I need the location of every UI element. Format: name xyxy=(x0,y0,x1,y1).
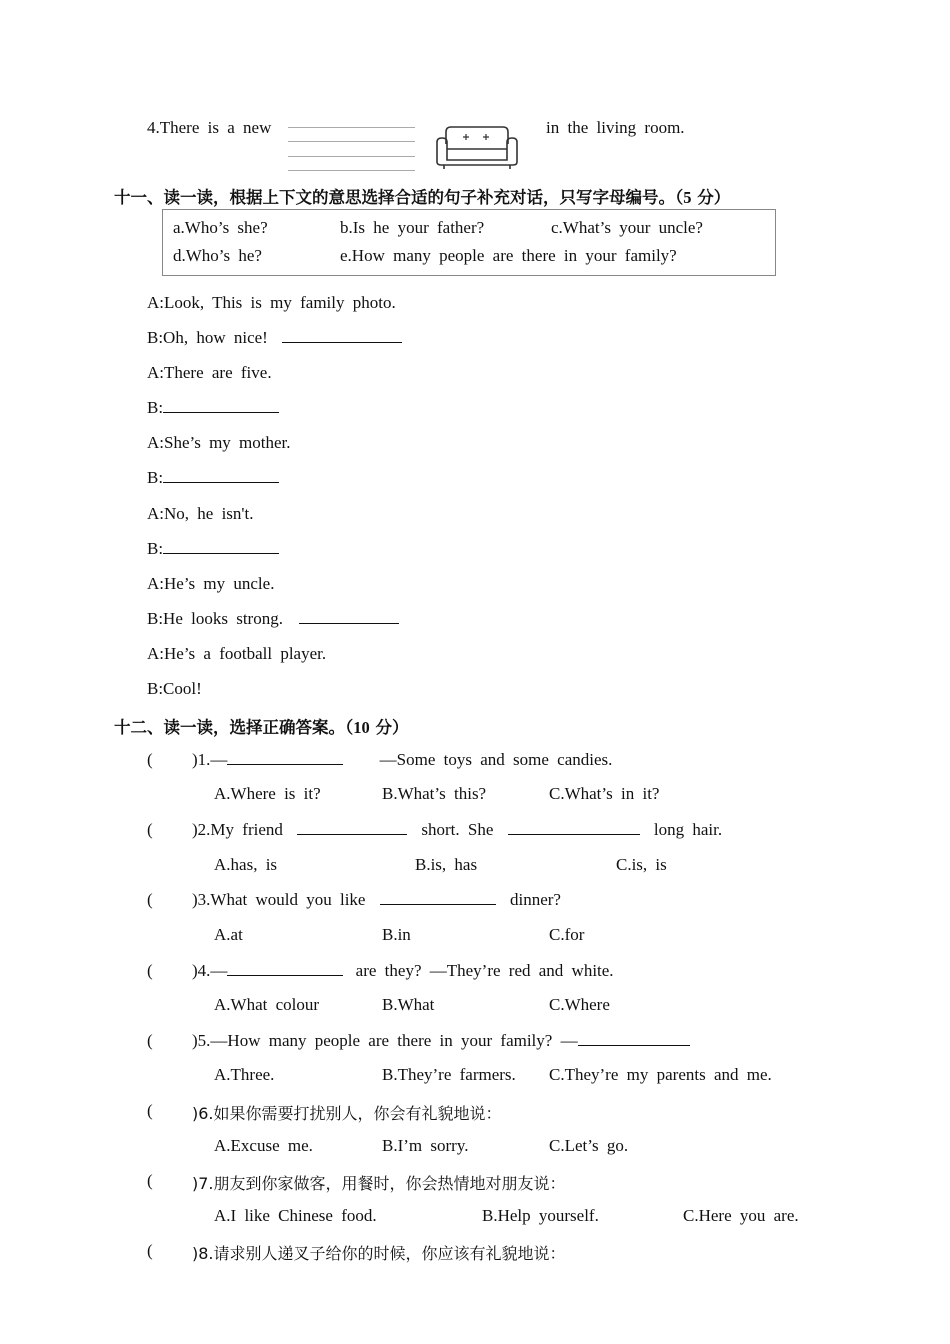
option-a: a.Who’s she? xyxy=(173,218,268,237)
question-3 xyxy=(192,890,561,910)
answer-paren[interactable]: ( xyxy=(147,820,153,839)
option-3c[interactable]: C.for xyxy=(549,925,585,944)
question-1 xyxy=(192,750,612,770)
options-box xyxy=(162,209,776,276)
dialogue-line-3: A:There are five. xyxy=(147,363,272,382)
question-text: )5.—How many people are there in your family? — xyxy=(192,1031,578,1050)
option-4a[interactable]: A.What colour xyxy=(214,995,320,1014)
dialogue-line-11: A:He’s a football player. xyxy=(147,644,327,663)
answer-paren[interactable]: ( xyxy=(147,890,153,909)
writing-line xyxy=(288,127,415,128)
option-1a[interactable]: A.Where is it? xyxy=(214,784,321,803)
writing-line xyxy=(288,156,415,157)
dialogue-line-9: A:He’s my uncle. xyxy=(147,574,275,593)
question-text: )1.— xyxy=(192,750,228,769)
q4-text-post: in the living room. xyxy=(546,118,685,137)
option-5a[interactable]: A.Three. xyxy=(214,1065,275,1084)
question-4 xyxy=(192,961,614,981)
dialogue-text: B: xyxy=(147,539,164,558)
option-c: c.What’s your uncle? xyxy=(551,218,703,237)
option-6a[interactable]: A.Excuse me. xyxy=(214,1136,313,1155)
option-3a[interactable]: A.at xyxy=(214,925,243,944)
answer-blank[interactable] xyxy=(227,750,343,765)
dialogue-text: B:Oh, how nice! xyxy=(147,328,268,347)
writing-line xyxy=(288,141,415,142)
answer-paren[interactable]: ( xyxy=(147,750,153,769)
option-2c[interactable]: C.is, is xyxy=(616,855,667,874)
dialogue-line-5: A:She’s my mother. xyxy=(147,433,291,452)
answer-blank[interactable] xyxy=(163,468,279,483)
question-text: short. She xyxy=(421,820,494,839)
question-text: )2.My friend xyxy=(192,820,283,839)
section-12-points: 10 xyxy=(353,718,370,737)
answer-paren[interactable]: ( xyxy=(147,961,153,980)
section-11-title xyxy=(114,184,730,208)
section-12-title-close: 分） xyxy=(369,718,409,737)
dialogue-text: B: xyxy=(147,398,164,417)
option-4b[interactable]: B.What xyxy=(382,995,435,1014)
answer-blank[interactable] xyxy=(380,890,496,905)
answer-blank[interactable] xyxy=(299,609,399,624)
dialogue-line-2 xyxy=(147,328,402,348)
answer-paren[interactable]: ( xyxy=(147,1171,153,1190)
section-11-points: 5 xyxy=(683,188,692,207)
option-7b[interactable]: B.Help yourself. xyxy=(482,1206,599,1225)
answer-blank[interactable] xyxy=(163,539,279,554)
question-text: dinner? xyxy=(509,890,561,909)
option-e: e.How many people are there in your family? xyxy=(340,246,677,265)
option-7a[interactable]: A.I like Chinese food. xyxy=(214,1206,377,1225)
dialogue-line-6 xyxy=(147,468,279,488)
option-7c[interactable]: C.Here you are. xyxy=(683,1206,799,1225)
dialogue-line-10 xyxy=(147,609,399,629)
question-6: )6.如果你需要打扰别人，你会有礼貌地说： xyxy=(192,1104,502,1123)
answer-blank[interactable] xyxy=(227,961,343,976)
question-text: )3.What would you like xyxy=(192,890,366,909)
dialogue-line-1: A:Look, This is my family photo. xyxy=(147,293,396,312)
question-7: )7.朋友到你家做客，用餐时，你会热情地对朋友说： xyxy=(192,1174,566,1193)
writing-line xyxy=(288,170,415,171)
answer-blank[interactable] xyxy=(282,328,402,343)
option-1b[interactable]: B.What’s this? xyxy=(382,784,487,803)
option-6c[interactable]: C.Let’s go. xyxy=(549,1136,629,1155)
section-12-title xyxy=(114,714,409,738)
option-d: d.Who’s he? xyxy=(173,246,262,265)
question-text: long hair. xyxy=(653,820,723,839)
section-11-title-close: 分） xyxy=(691,188,731,207)
section-12-title-text: 十二、读一读，选择正确答案。（ xyxy=(114,718,354,737)
sofa-icon xyxy=(434,124,520,170)
option-3b[interactable]: B.in xyxy=(382,925,411,944)
option-6b[interactable]: B.I’m sorry. xyxy=(382,1136,469,1155)
dialogue-line-4 xyxy=(147,398,279,418)
q4-text-pre: 4.There is a new xyxy=(147,118,272,137)
option-5c[interactable]: C.They’re my parents and me. xyxy=(549,1065,772,1084)
answer-blank[interactable] xyxy=(297,820,407,835)
option-1c[interactable]: C.What’s in it? xyxy=(549,784,660,803)
question-text: are they? —They’re red and white. xyxy=(355,961,614,980)
question-text: —Some toys and some candies. xyxy=(379,750,613,769)
option-b: b.Is he your father? xyxy=(340,218,485,237)
answer-paren[interactable]: ( xyxy=(147,1031,153,1050)
question-text: )4.— xyxy=(192,961,228,980)
dialogue-line-12: B:Cool! xyxy=(147,679,202,698)
question-2 xyxy=(192,820,722,840)
dialogue-text: B:He looks strong. xyxy=(147,609,283,628)
option-4c[interactable]: C.Where xyxy=(549,995,610,1014)
question-5 xyxy=(192,1031,690,1051)
answer-paren[interactable]: ( xyxy=(147,1241,153,1260)
answer-blank[interactable] xyxy=(578,1031,690,1046)
question-8: )8.请求别人递叉子给你的时候，你应该有礼貌地说： xyxy=(192,1244,566,1263)
dialogue-line-7: A:No, he isn't. xyxy=(147,504,254,523)
section-11-title-text: 十一、读一读，根据上下文的意思选择合适的句子补充对话，只写字母编号。（ xyxy=(114,188,684,207)
dialogue-text: B: xyxy=(147,468,164,487)
answer-paren[interactable]: ( xyxy=(147,1101,153,1120)
answer-blank[interactable] xyxy=(163,398,279,413)
dialogue-line-8 xyxy=(147,539,279,559)
answer-blank[interactable] xyxy=(508,820,640,835)
option-2a[interactable]: A.has, is xyxy=(214,855,278,874)
option-2b[interactable]: B.is, has xyxy=(415,855,478,874)
option-5b[interactable]: B.They’re farmers. xyxy=(382,1065,516,1084)
